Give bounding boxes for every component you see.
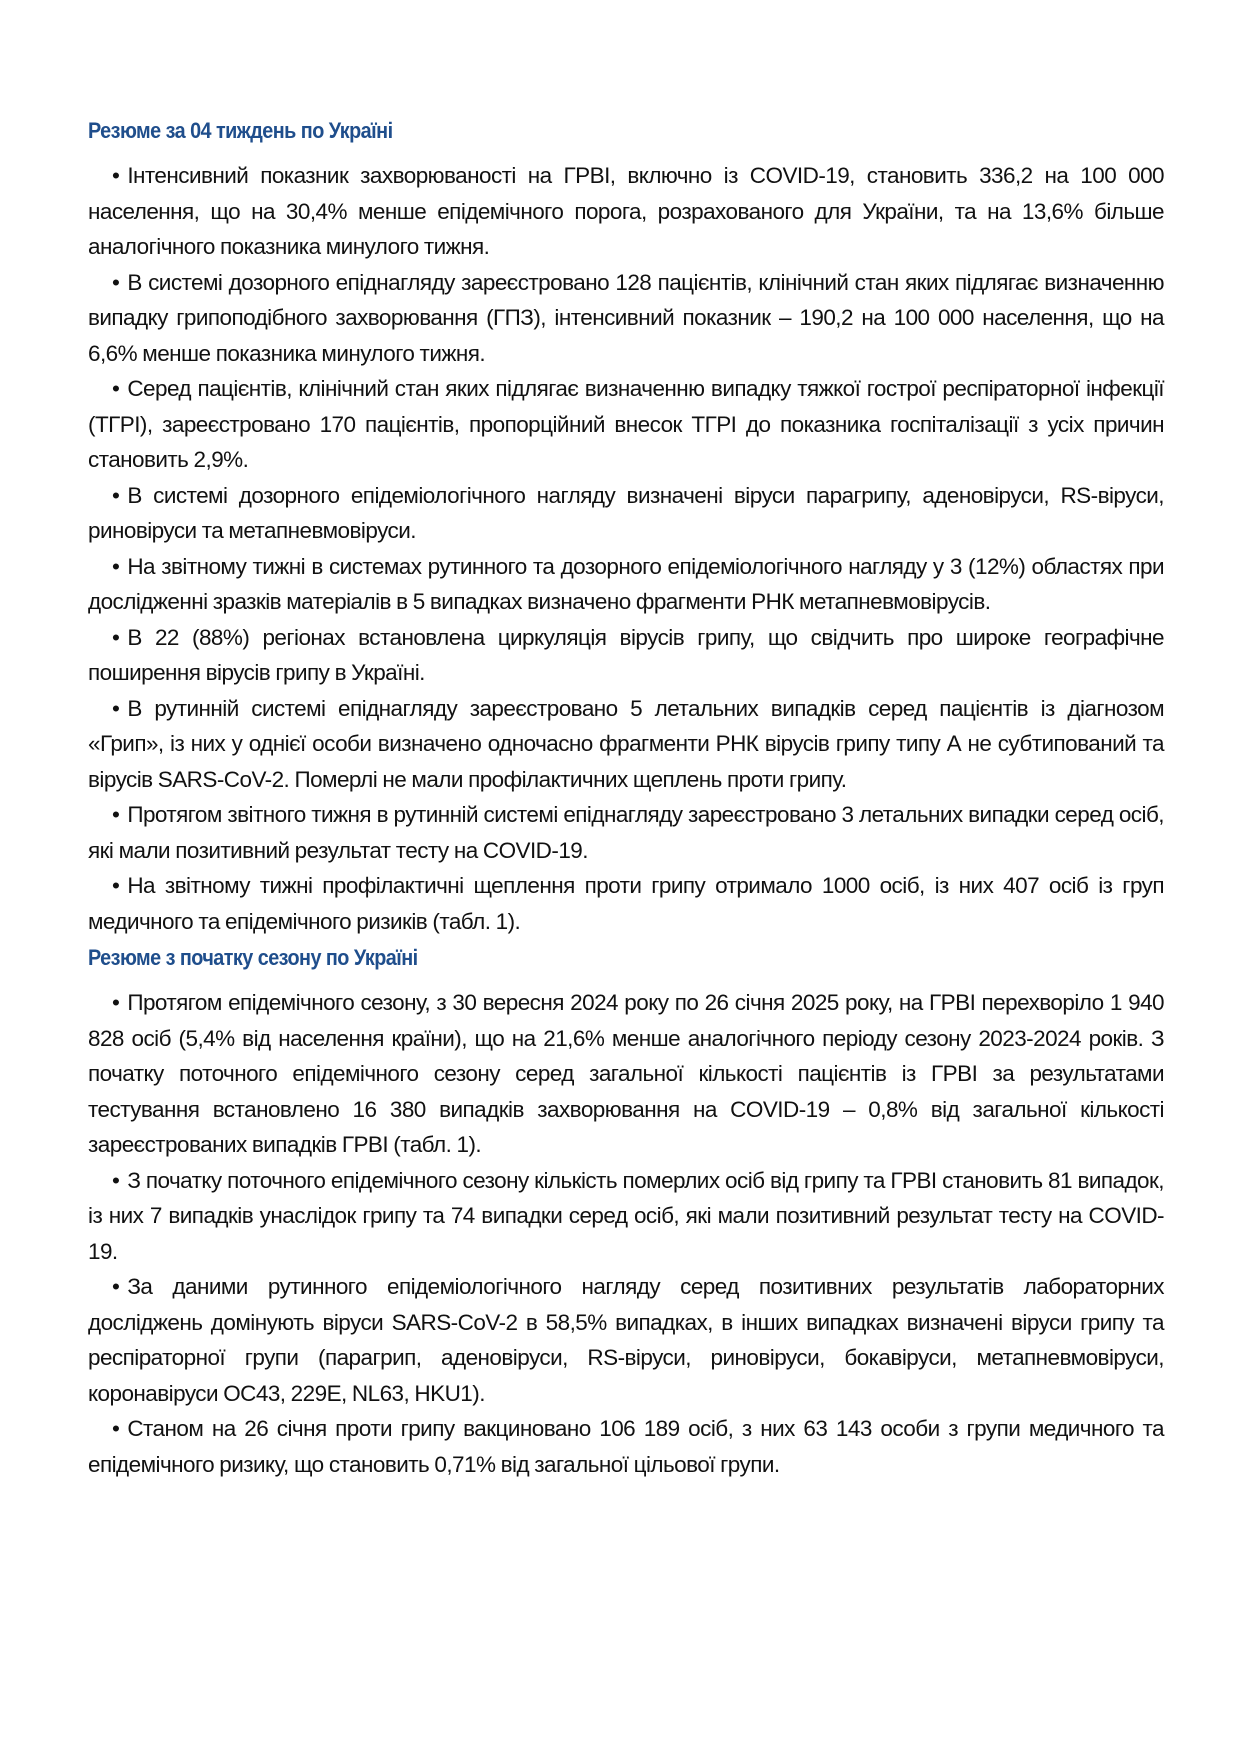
list-item: • Серед пацієнтів, клінічний стан яких підлягає визначенню випадку тяжкої гострої респіраторної інфекції (ТГРІ), зареєстровано 170 пацієнтів, пропорційний внесок ТГРІ до показника госпіталізації з усіх причин становить 2,9%. <box>88 371 1164 478</box>
list-item: • Протягом епідемічного сезону, з 30 вересня 2024 року по 26 січня 2025 року, на ГРВІ перехворіло 1 940 828 осіб (5,4% від населення країни), що на 21,6% менше аналогічного періоду сезону 2023-2024 років. З початку поточного епідемічного сезону серед загальної кількості пацієнтів із ГРВІ за результатами тестування встановлено 16 380 випадків захворювання на COVID-19 – 0,8% від загальної кількості зареєстрованих випадків ГРВІ (табл. 1). <box>88 985 1164 1163</box>
section-heading-season-summary: Резюме з початку сезону по Україні <box>88 945 418 970</box>
list-item: • На звітному тижні профілактичні щеплення проти грипу отримало 1000 осіб, із них 407 осіб із груп медичного та епідемічного ризиків (табл. 1). <box>88 868 1164 939</box>
list-item: • В системі дозорного епідеміологічного нагляду визначені віруси парагрипу, аденовіруси, RS-віруси, риновіруси та метапневмовіруси. <box>88 478 1164 549</box>
document-page <box>88 118 1164 1482</box>
bullet-icon: • <box>112 1274 120 1299</box>
list-item: • На звітному тижні в системах рутинного та дозорного епідеміологічного нагляду у 3 (12%) областях при дослідженні зразків матеріалів в 5 випадках визначено фрагменти РНК метапневмовірусів. <box>88 549 1164 620</box>
bullet-icon: • <box>112 269 120 295</box>
bullet-icon: • <box>112 163 120 188</box>
bullet-icon: • <box>112 482 120 508</box>
bullet-icon: • <box>112 376 120 401</box>
bullet-icon: • <box>112 1416 120 1441</box>
list-item: • В рутинній системі епіднагляду зареєстровано 5 летальних випадків серед пацієнтів із діагнозом «Грип», із них у однієї особи визначено одночасно фрагменти РНК вірусів грипу типу А не субтипований та вірусів SARS-CoV-2. Померлі не мали профілактичних щеплень проти грипу. <box>88 691 1164 798</box>
weekly-summary-list <box>88 158 1164 939</box>
list-item: • З початку поточного епідемічного сезону кількість померлих осіб від грипу та ГРВІ становить 81 випадок, із них 7 випадків унаслідок грипу та 74 випадки серед осіб, які мали позитивний результат тесту на COVID-19. <box>88 1163 1164 1270</box>
list-item: • За даними рутинного епідеміологічного нагляду серед позитивних результатів лабораторних досліджень домінують віруси SARS-CoV-2 в 58,5% випадках, в інших випадках визначені віруси грипу та респіраторної групи (парагрип, аденовіруси, RS-віруси, риновіруси, бокавіруси, метапневмовіруси, коронавіруси OC43, 229E, NL63, HKU1). <box>88 1269 1164 1411</box>
bullet-icon: • <box>112 990 120 1015</box>
bullet-icon: • <box>112 624 120 650</box>
section-heading-weekly-summary: Резюме за 04 тиждень по Україні <box>88 118 393 143</box>
list-item: • В системі дозорного епіднагляду зареєстровано 128 пацієнтів, клінічний стан яких підлягає визначенню випадку грипоподібного захворювання (ГПЗ), інтенсивний показник – 190,2 на 100 000 населення, що на 6,6% менше показника минулого тижня. <box>88 265 1164 372</box>
list-item: • В 22 (88%) регіонах встановлена циркуляція вірусів грипу, що свідчить про широке географічне поширення вірусів грипу в Україні. <box>88 620 1164 691</box>
bullet-icon: • <box>112 802 120 827</box>
bullet-icon: • <box>112 1167 120 1193</box>
bullet-icon: • <box>112 873 120 898</box>
list-item: • Станом на 26 січня проти грипу вакциновано 106 189 осіб, з них 63 143 особи з групи медичного та епідемічного ризику, що становить 0,71% від загальної цільової групи. <box>88 1411 1164 1482</box>
bullet-icon: • <box>112 553 120 579</box>
list-item: • Інтенсивний показник захворюваності на ГРВІ, включно із COVID-19, становить 336,2 на 100 000 населення, що на 30,4% менше епідемічного порога, розрахованого для України, та на 13,6% більше аналогічного показника минулого тижня. <box>88 158 1164 265</box>
list-item: • Протягом звітного тижня в рутинній системі епіднагляду зареєстровано 3 летальних випадки серед осіб, які мали позитивний результат тесту на COVID-19. <box>88 797 1164 868</box>
bullet-icon: • <box>112 695 120 721</box>
season-summary-list <box>88 985 1164 1482</box>
